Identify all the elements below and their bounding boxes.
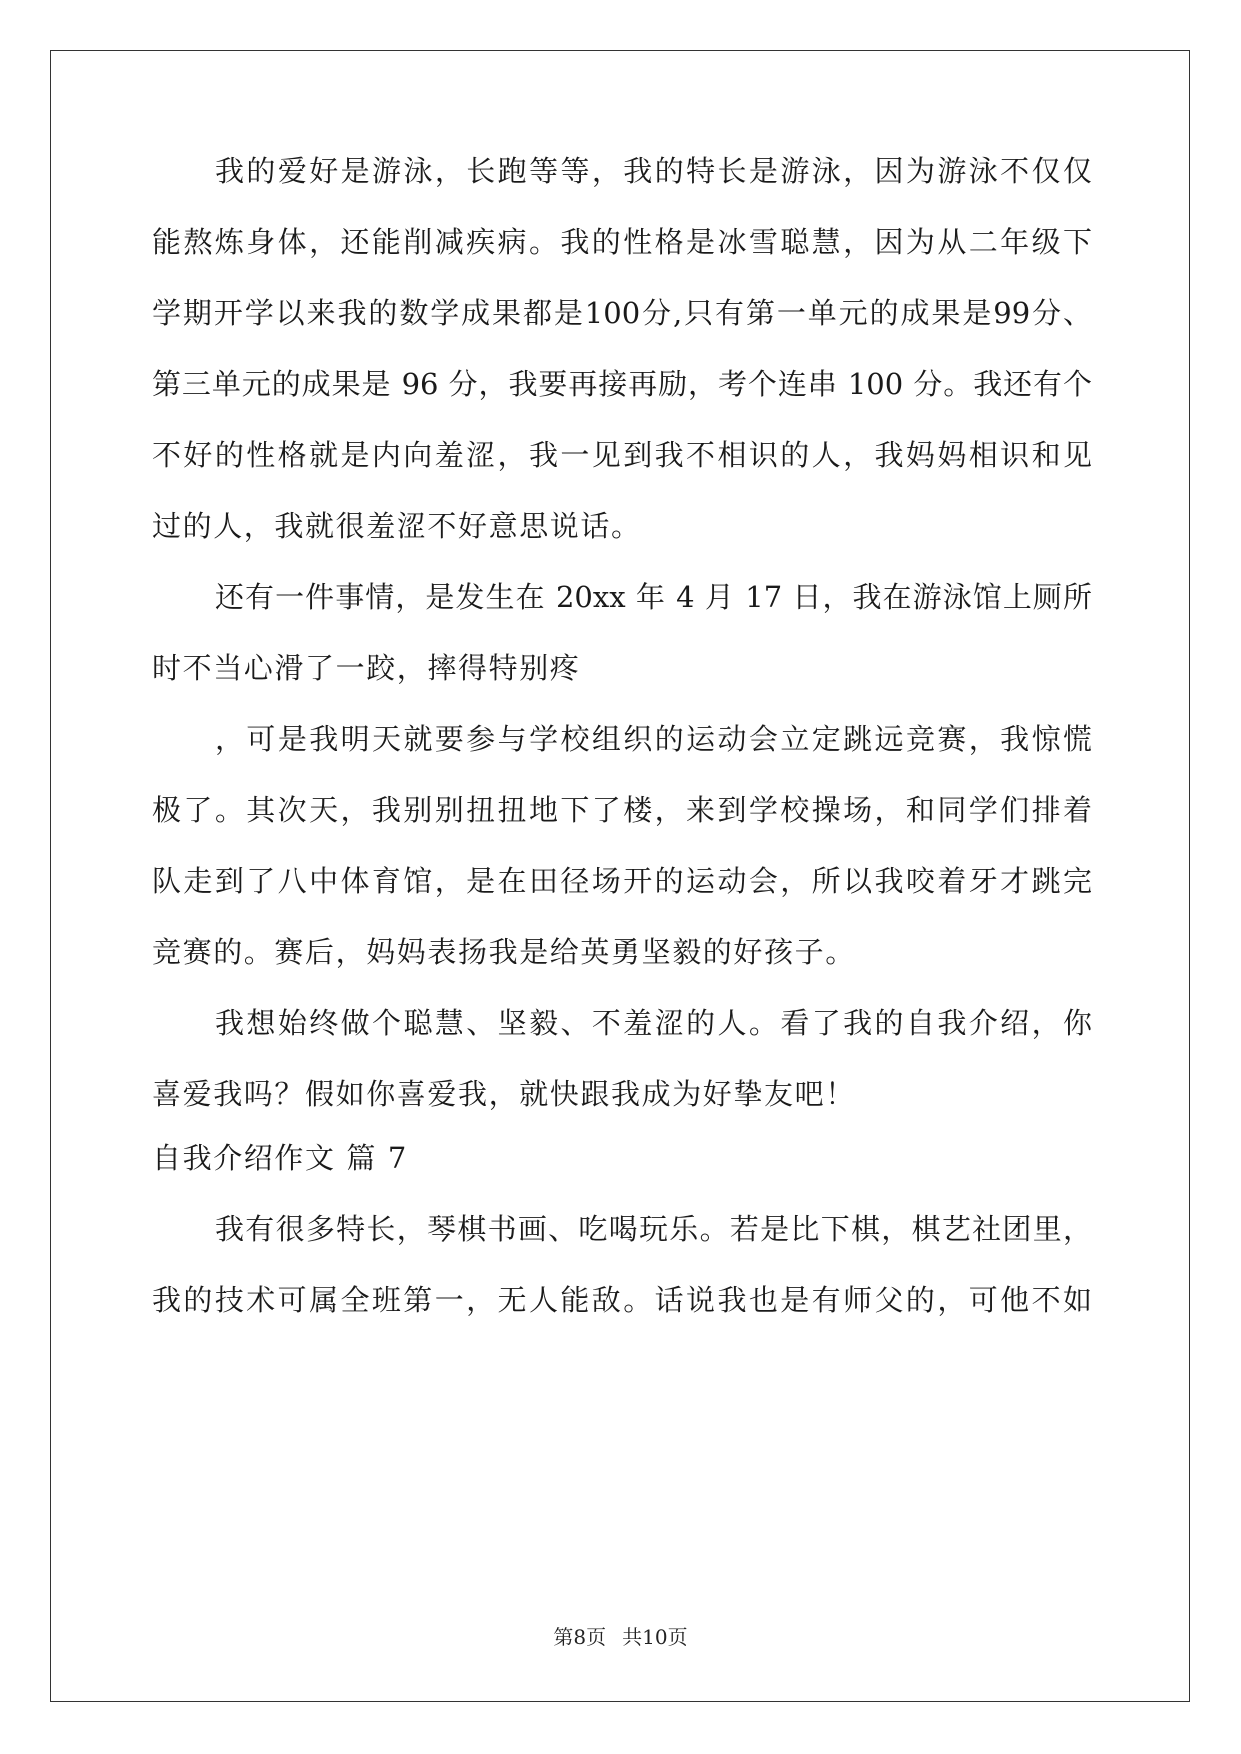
page-number-total: 共10页 [622, 1625, 688, 1649]
page-number-current: 第8页 [553, 1625, 607, 1649]
text-line: 能熬炼身体，还能削减疾病。我的性格是冰雪聪慧，因为从二年级下 [152, 225, 1092, 259]
text-line: 我的爱好是游泳，长跑等等，我的特长是游泳，因为游泳不仅仅 [215, 154, 1092, 188]
text-line: 学期开学以来我的数学成果都是100分,只有第一单元的成果是99分、 [152, 296, 1092, 330]
text-line: ，可是我明天就要参与学校组织的运动会立定跳远竞赛，我惊慌 [215, 722, 1092, 756]
text-line: 我有很多特长，琴棋书画、吃喝玩乐。若是比下棋，棋艺社团里， [215, 1212, 1092, 1246]
text-line: 竞赛的。赛后，妈妈表扬我是给英勇坚毅的好孩子。 [152, 935, 856, 969]
text-line: 我的技术可属全班第一，无人能敌。话说我也是有师父的，可他不如 [152, 1283, 1092, 1317]
text-line: 第三单元的成果是 96 分，我要再接再励，考个连串 100 分。我还有个 [152, 367, 1092, 401]
text-line: 喜爱我吗？假如你喜爱我，就快跟我成为好挚友吧！ [152, 1077, 856, 1111]
text-line: 还有一件事情，是发生在 20xx 年 4 月 17 日，我在游泳馆上厕所 [215, 580, 1092, 614]
text-line: 不好的性格就是内向羞涩，我一见到我不相识的人，我妈妈相识和见 [152, 438, 1092, 472]
section-heading: 自我介绍作文 篇 7 [152, 1141, 408, 1175]
text-line: 过的人，我就很羞涩不好意思说话。 [152, 509, 642, 543]
text-line: 时不当心滑了一跤，摔得特别疼 [152, 651, 581, 685]
text-line: 队走到了八中体育馆，是在田径场开的运动会，所以我咬着牙才跳完 [152, 864, 1092, 898]
text-line: 极了。其次天，我别别扭扭地下了楼，来到学校操场，和同学们排着 [152, 793, 1092, 827]
page-footer [0, 1622, 1241, 1652]
text-line: 我想始终做个聪慧、坚毅、不羞涩的人。看了我的自我介绍，你 [215, 1006, 1092, 1040]
